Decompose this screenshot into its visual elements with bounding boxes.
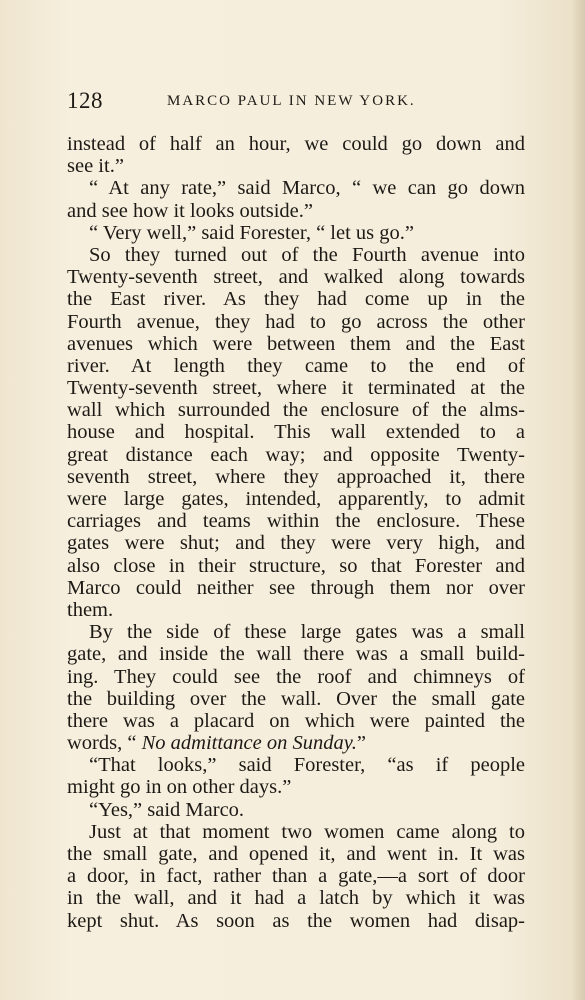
text-line-content: gates were shut; and they were very high, and (67, 532, 525, 555)
text-line (67, 910, 525, 932)
page-number: 128 (67, 88, 103, 113)
closing-quote: ” (356, 732, 366, 755)
text-line-content: Twenty-seventh street, where it terminated at the (67, 377, 525, 400)
text-line-content: “ Very well,” said Forester, “ let us go.” (89, 221, 414, 244)
text-line-content: By the side of these large gates was a small (89, 621, 525, 644)
text-line (67, 200, 525, 222)
text-line-content: the building over the wall. Over the small gate (67, 687, 525, 710)
text-line-content: gate, and inside the wall there was a small build- (67, 643, 525, 666)
text-line-content: “That looks,” said Forester, “as if people (89, 754, 525, 777)
text-line-content: ing. They could see the roof and chimneys of (67, 665, 525, 688)
text-line (67, 444, 525, 466)
text-line (67, 288, 525, 310)
text-line (67, 155, 525, 177)
text-line (67, 421, 525, 443)
text-line (67, 510, 525, 532)
text-line-content: see it.” (67, 155, 124, 178)
text-line-content: and see how it looks outside.” (67, 199, 313, 222)
text-line-content: “ At any rate,” said Marco, “ we can go down (89, 177, 525, 200)
text-line (67, 488, 525, 510)
placard-text: No admittance on Sunday. (141, 732, 357, 755)
text-line (67, 532, 525, 554)
text-line-content: also close in their structure, so that Forester and (67, 554, 525, 577)
text-line (67, 599, 525, 621)
text-line-content: in the wall, and it had a latch by which it was (67, 887, 525, 910)
text-line-content: kept shut. As soon as the women had disap- (67, 909, 525, 932)
text-line (67, 666, 525, 688)
text-line-content: seventh street, where they approached it, there (67, 465, 525, 488)
text-line (67, 732, 525, 754)
text-line (67, 222, 525, 244)
text-line (67, 244, 525, 266)
text-line-content: the small gate, and opened it, and went in. It was (67, 843, 525, 865)
text-line (67, 710, 525, 732)
text-line (67, 133, 525, 155)
text-line-content: Twenty-seventh street, and walked along towards (67, 266, 525, 289)
text-line (67, 311, 525, 333)
body-text (67, 133, 525, 932)
text-line-content: great distance each way; and opposite Twenty- (67, 443, 525, 466)
text-line-content: So they turned out of the Fourth avenue into (89, 243, 525, 266)
text-line (67, 865, 525, 887)
text-line (67, 266, 525, 288)
text-line-content: “Yes,” said Marco. (89, 798, 245, 821)
text-line-content: a door, in fact, rather than a gate,—a sort of door (67, 865, 525, 888)
text-line (67, 577, 525, 599)
text-line-content: carriages and teams within the enclosure. These (67, 510, 525, 533)
text-line (67, 377, 525, 399)
text-line-content: were large gates, intended, apparently, to admit (67, 488, 525, 510)
text-line (67, 177, 525, 199)
text-line-content: instead of half an hour, we could go down and (67, 133, 525, 155)
text-line (67, 688, 525, 710)
text-line (67, 843, 525, 865)
text-line-content: might go in on other days.” (67, 776, 292, 799)
text-line (67, 799, 525, 821)
text-line (67, 466, 525, 488)
text-line (67, 333, 525, 355)
page-header (67, 88, 525, 116)
text-line (67, 754, 525, 776)
text-line (67, 621, 525, 643)
text-line (67, 399, 525, 421)
text-line-content: river. At length they came to the end of (67, 354, 525, 377)
text-line (67, 355, 525, 377)
text-line-content: words, “ (67, 732, 142, 755)
page-edge-shadow (571, 0, 585, 1000)
running-head: MARCO PAUL IN NEW YORK. (167, 93, 416, 109)
text-line-content: Just at that moment two women came along to (89, 820, 525, 843)
text-line (67, 821, 525, 843)
text-line-content: avenues which were between them and the East (67, 332, 525, 355)
text-line-content: there was a placard on which were painted the (67, 709, 525, 732)
text-line-content: them. (67, 598, 114, 621)
text-line-content: Fourth avenue, they had to go across the other (67, 310, 525, 333)
text-line (67, 887, 525, 909)
text-line-content: house and hospital. This wall extended to a (67, 421, 525, 444)
text-line (67, 776, 525, 798)
text-line-content: wall which surrounded the enclosure of the alms- (67, 399, 525, 422)
text-line (67, 643, 525, 665)
text-line-content: the East river. As they had come up in the (67, 288, 525, 311)
text-line (67, 555, 525, 577)
text-line-content: Marco could neither see through them nor over (67, 576, 525, 599)
